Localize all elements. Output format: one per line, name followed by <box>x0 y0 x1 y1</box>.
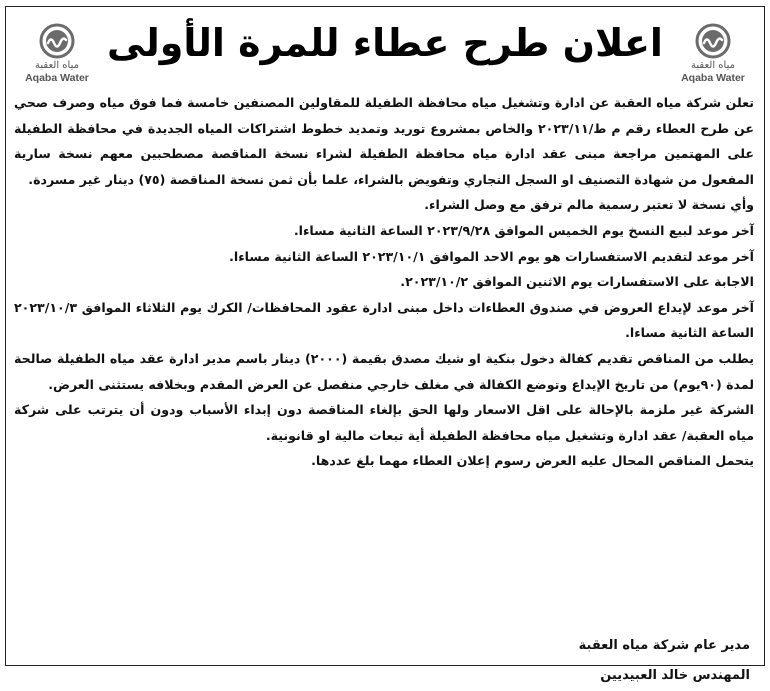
paragraph-receipt-note: وأي نسخة لا تعتبر رسمية مالم ترفق مع وصل الشراء. <box>424 197 754 213</box>
aqaba-water-logo-left <box>14 23 100 87</box>
paragraph-inquiry-deadline: آخر موعد لتقديم الاستفسارات هو يوم الاحد الموافق ٢٠٢٣/١٠/١ الساعة الثانية مساءا. <box>229 248 754 264</box>
logo-english-text: Aqaba Water <box>25 72 89 84</box>
signature-title: مدير عام شركة مياه العقبة <box>578 638 750 653</box>
paragraph-bid-bond: يطلب من المناقص تقديم كفالة دخول بنكية او شيك مصدق بقيمة (٢٠٠٠) دينار باسم مدير ادارة عقد مياه الطفيلة صالحة لمدة (٩٠يوم) من تاريخ الإيداع وتوضع الكفالة في مغلف خارجي منفصل عن العرض المقدم وبخلافه يستثنى العرض. <box>14 350 754 392</box>
signature-name: المهندس خالد العبيديين <box>600 668 750 683</box>
logo-english-text: Aqaba Water <box>681 72 745 84</box>
paragraph-intro: تعلن شركة مياه العقبة عن ادارة وتشغيل مياه محافظة الطفيلة للمقاولين المصنفين خامسة فما فوق مياه وصرف صحي عن طرح العطاء رقم م ط/٢٠٢٣/١١ والخاص بمشروع توريد وتمديد خطوط اشتراكات المياه الجديدة في محافظة الطفيلة على المهتمين مراجعة مبنى عقد ادارة مياه محافظة الطفيلة لشراء نسخة المناقصة مصطحبين معهم نسخة سارية المفعول من شهادة التصنيف او السجل التجاري وتفويض بالشراء، علما بأن ثمن نسخة المناقصة (٧٥) دينار غير مسردة. <box>14 95 754 187</box>
aqaba-water-logo-right <box>670 23 756 87</box>
logo-arabic-text: مياه العقبة <box>35 60 79 71</box>
paragraph-inquiry-answer: الاجابة على الاستفسارات يوم الاثنين الموافق ٢٠٢٣/١٠/٢. <box>400 274 754 290</box>
logo-arabic-text: مياه العقبة <box>691 60 735 71</box>
paragraph-award-rights: الشركة غير ملزمة بالإحالة على اقل الاسعار ولها الحق بإلغاء المناقصة دون إبداء الأسباب ودون أن يترتب على شركة مياه العقبة/ عقد ادارة وتشغيل مياه محافظة الطفيلة أية تبعات مالية او قانونية. <box>14 402 754 443</box>
paragraph-submission-deadline: آخر موعد لإيداع العروض في صندوق العطاءات داخل مبنى ادارة عقود المحافظات/ الكرك يوم الثلاثاء الموافق ٢٠٢٣/١٠/٣ الساعة الثانية مساءا. <box>14 299 754 341</box>
announcement-frame <box>5 6 765 683</box>
header <box>6 7 764 89</box>
announcement-body <box>14 90 754 474</box>
paragraph-sale-deadline: آخر موعد لبيع النسخ يوم الخميس الموافق ٢٠٢٣/٩/٢٨ الساعة الثانية مساءا. <box>293 222 754 238</box>
aqaba-water-logo-icon <box>37 23 77 59</box>
page-title: اعلان طرح عطاء للمرة الأولى <box>107 21 663 65</box>
paragraph-ad-fees: يتحمل المناقص المحال عليه العرض رسوم إعلان العطاء مهما بلغ عددها. <box>311 453 754 469</box>
aqaba-water-logo-icon <box>693 23 733 59</box>
signature-block <box>579 631 750 691</box>
